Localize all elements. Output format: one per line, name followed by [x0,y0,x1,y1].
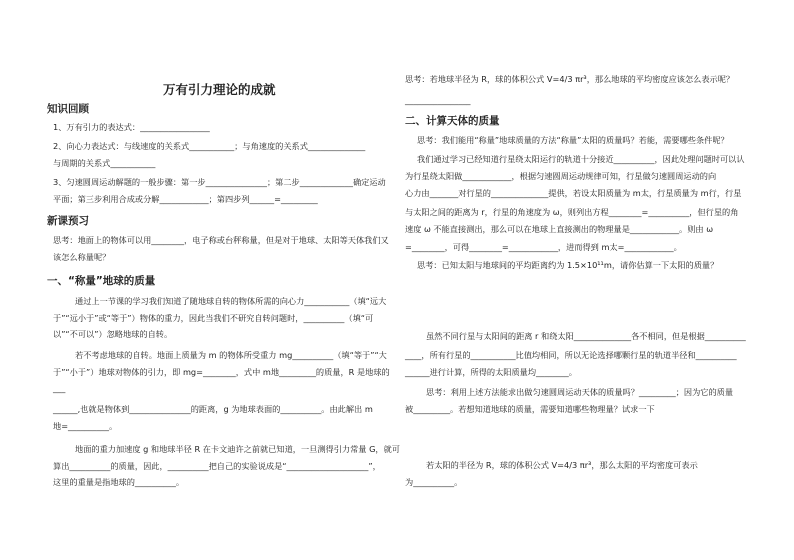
paragraph-line: 我们通过学习已经知道行星绕太阳运行的轨道十分接近__________，因此处理问题时可以认 [417,154,745,164]
preview-heading: 新课预习 [47,215,89,227]
paragraph-line: 算出__________的质量，因此，__________把自己的实验说成是“____________________”， [53,461,381,471]
paragraph-line: 通过上一节课的学习我们知道了随地球自转的物体所需的向心力___________（填“远大 [75,296,387,306]
paragraph-line: 地=__________。 [53,421,118,431]
preview-line: 该怎么称量呢？ [53,252,111,262]
paragraph-line: ___ [53,383,66,393]
preview-line: 思考：地面上的物体可以用________，电子称或台秤称量，但是对于地球、太阳等天体我们又 [53,235,389,245]
paragraph-line: 若太阳的半径为 R，球的体积公式 V=4/3 πr³，那么太阳的平均密度可表示 [426,460,698,470]
paragraph-line: 为__________。 [405,477,463,487]
paragraph-line: 这里的重量是指地球的__________。 [53,477,185,487]
page-title: 万有引力理论的成就 [163,82,276,97]
question-line: 思考：已知太阳与地球间的平均距离约为 1.5×10¹¹m，请你估算一下太阳的质量？ [417,260,719,270]
answer-blank: ________________ [405,95,471,105]
review-line: 平面；第三步利用合成或分解____________；第四步列______=_________ [53,194,318,204]
paragraph-line: 与太阳之间的距离为 r，行星的角速度为 ω，则列出方程________=__________，但行星的角 [405,207,739,217]
paragraph-line: =________，可得________=____________，进而得到 m太=____________。 [405,242,682,252]
paragraph-line: 为行星绕太阳做____________，根据匀速圆周运动规律可知，行星做匀速圆周运动的向 [405,171,717,181]
paragraph-line: 若不考虑地球的自转。地面上质量为 m 的物体所受重力 mg__________（填“等于”“大 [75,350,387,360]
paragraph-line: 被_________。若想知道地球的质量，需要知道哪些物理量？试求一下 [405,404,655,414]
paragraph-line: 地面的重力加速度 g 和地球半径 R 在卡文迪许之前就已知道，一旦测得引力常量 G，就可 [75,444,400,454]
paragraph-line: 于”“小于”）地球对物体的引力，即 mg=________，式中 m地_________的质量，R 是地球的 [53,367,390,377]
paragraph-line: 于”“远小于”或“等于”）物体的重力，因此当我们不研究自转问题时，__________（填“可 [53,313,374,323]
section-one-heading: 一、“称量”地球的质量 [47,275,156,287]
review-line: 2、向心力表达式：与线速度的关系式___________；与角速度的关系式______________ [53,141,366,151]
paragraph-line: 以”“不可以”）忽略地球的自转。 [53,329,173,339]
review-line: 与周期的关系式___________ [53,158,156,168]
paragraph-line: ______进行计算，所得的太阳质量均________。 [405,367,577,377]
question-line: 思考：若地球半径为 R，球的体积公式 V=4/3 πr³，那么地球的平均密度应该怎么表示呢？ [405,74,735,84]
paragraph-line: ______,也就是物体到_______________的距离，g 为地球表面的__________。由此解出 m [53,404,373,414]
paragraph-line: ____，所有行星的___________比值均相同，所以无论选择哪颗行星的轨道半径和__________ [405,350,737,360]
review-line: 3、匀速圆周运动解题的一般步骤：第一步_______________；第二步_____________确定运动 [53,177,386,187]
paragraph-line: 速度 ω 不能直接测出，那么可以在地球上直接测出的物理量是____________。则由 ω [405,224,714,234]
paragraph-line: 心力由_______对行星的______________提供，若设太阳质量为 m太，行星质量为 m行，行星 [405,188,742,198]
question-line: 思考：我们能用“称量”地球质量的方法“称量”太阳的质量吗？若能，需要哪些条件呢？ [417,135,729,145]
review-heading: 知识回顾 [47,103,89,115]
question-line: 思考：利用上述方法能求出做匀速圆周运动天体的质量吗？_________；因为它的质量 [426,387,734,397]
section-two-heading: 二、计算天体的质量 [405,115,500,127]
paragraph-line: 虽然不同行星与太阳间的距离 r 和绕太阳______________各不相同，但是根据__________ [426,331,746,341]
review-line: 1、万有引力的表达式：_________________ [53,122,210,132]
